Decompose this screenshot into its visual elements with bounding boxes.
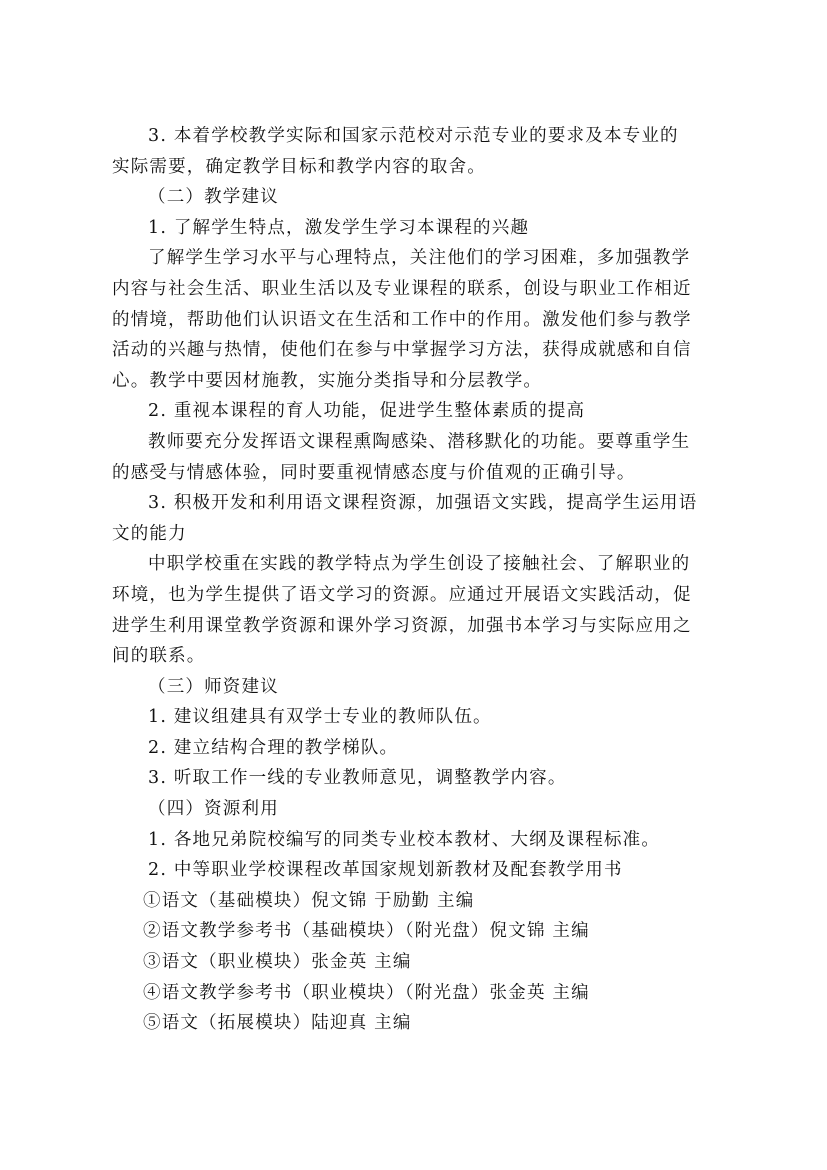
paragraph-line: 教师要充分发挥语文课程熏陶感染、潜移默化的功能。要尊重学生 xyxy=(148,431,691,452)
paragraph-line: 实际需要，确定教学目标和教学内容的取舍。 xyxy=(112,156,486,177)
paragraph-line: 了解学生学习水平与心理特点，关注他们的学习困难，多加强教学 xyxy=(148,248,691,269)
list-item: 1. 各地兄弟院校编写的同类专业校本教材、大纲及课程标准。 xyxy=(148,829,661,850)
subheading: 2. 重视本课程的育人功能，促进学生整体素质的提高 xyxy=(148,401,586,422)
subheading-continuation: 文的能力 xyxy=(112,523,187,544)
paragraph-line: 进学生利用课堂教学资源和课外学习资源，加强书本学习与实际应用之 xyxy=(112,615,692,636)
section-heading-teaching-suggestions: （二）教学建议 xyxy=(148,187,279,208)
list-item: 2. 建立结构合理的教学梯队。 xyxy=(148,737,399,758)
book-list-item: ③语文（职业模块）张金英 主编 xyxy=(143,952,412,973)
subheading: 1. 了解学生特点，激发学生学习本课程的兴趣 xyxy=(148,217,530,238)
book-list-item: ①语文（基础模块）倪文锦 于励勤 主编 xyxy=(143,890,475,911)
section-heading-resource-use: （四）资源利用 xyxy=(148,799,279,820)
list-item: 1. 建议组建具有双学士专业的教师队伍。 xyxy=(148,707,492,728)
section-heading-teacher-suggestions: （三）师资建议 xyxy=(148,676,279,697)
paragraph-line: 活动的兴趣与热情，使他们在参与中掌握学习方法，获得成就感和自信 xyxy=(112,340,692,361)
paragraph-line: 内容与社会生活、职业生活以及专业课程的联系，创设与职业工作相近 xyxy=(112,278,692,299)
paragraph-line: 中职学校重在实践的教学特点为学生创设了接触社会、了解职业的 xyxy=(148,554,691,575)
list-item: 3. 听取工作一线的专业教师意见，调整教学内容。 xyxy=(148,768,567,789)
paragraph-line: 心。教学中要因材施教，实施分类指导和分层教学。 xyxy=(112,370,543,391)
paragraph-line: 3. 本着学校教学实际和国家示范校对示范专业的要求及本专业的 xyxy=(148,126,679,146)
paragraph-line: 间的联系。 xyxy=(112,646,206,667)
book-list-item: ⑤语文（拓展模块）陆迎真 主编 xyxy=(143,1013,412,1034)
paragraph-line: 的情境，帮助他们认识语文在生活和工作中的作用。激发他们参与教学 xyxy=(112,309,692,330)
book-list-item: ④语文教学参考书（职业模块）（附光盘）张金英 主编 xyxy=(143,982,590,1003)
book-list-item: ②语文教学参考书（基础模块）（附光盘）倪文锦 主编 xyxy=(143,921,590,942)
subheading: 3. 积极开发和利用语文课程资源，加强语文实践，提高学生运用语 xyxy=(148,493,698,514)
list-item: 2. 中等职业学校课程改革国家规划新教材及配套教学用书 xyxy=(148,860,623,881)
paragraph-line: 环境，也为学生提供了语文学习的资源。应通过开展语文实践活动，促 xyxy=(112,584,692,605)
paragraph-line: 的感受与情感体验，同时要重视情感态度与价值观的正确引导。 xyxy=(112,462,636,483)
document-body xyxy=(112,121,718,1039)
